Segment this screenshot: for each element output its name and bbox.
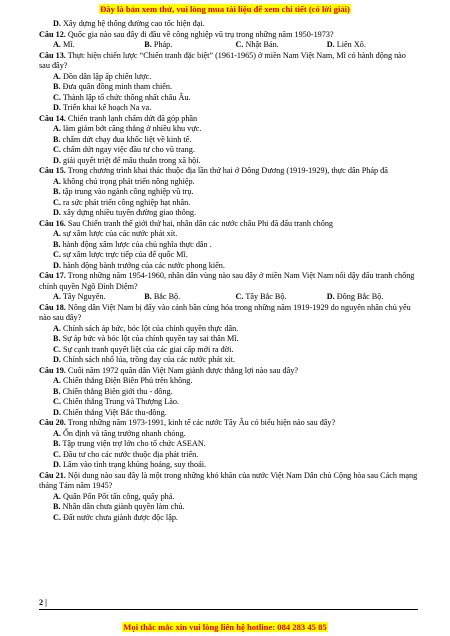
option-text: Đưa quân đồng minh tham chiến. — [60, 82, 173, 91]
answer-option — [39, 240, 418, 251]
answer-option — [39, 450, 418, 461]
question — [39, 471, 418, 492]
option-letter: B. — [53, 439, 61, 448]
option-text: hành động xâm lược của chủ nghĩa thực dân . — [60, 239, 212, 249]
option-letter: D. — [53, 460, 61, 469]
option-letter: C. — [53, 512, 61, 522]
option-letter: B. — [53, 187, 61, 196]
answer-option — [39, 408, 418, 419]
option-text: Đầu tư cho các nước thuộc địa phát triển. — [60, 449, 199, 459]
option-letter: A. — [53, 491, 61, 501]
option-letter: A. — [53, 229, 61, 238]
page-number: 2 | — [39, 598, 47, 607]
question-number: Câu 19. — [39, 365, 66, 375]
answer-option — [39, 208, 418, 219]
answer-option — [53, 40, 144, 51]
answer-option — [39, 334, 418, 345]
answer-option — [39, 513, 418, 524]
answer-option — [39, 145, 418, 156]
answer-option — [39, 502, 418, 513]
answer-option — [39, 93, 418, 104]
question — [39, 366, 418, 377]
option-text: Triển khai kế hoạch Na va. — [60, 103, 152, 112]
question-text: Chiến tranh lạnh chấm dứt đã góp phần — [65, 113, 198, 123]
question-number: Câu 18. — [39, 302, 66, 312]
option-row — [39, 292, 418, 303]
option-letter: C. — [53, 92, 61, 102]
option-text: Tây Nguyên. — [60, 292, 106, 301]
option-text: Thành lập tổ chức thống nhất châu Âu. — [60, 92, 191, 102]
option-text: Dồn dân lập ấp chiến lược. — [60, 71, 152, 81]
answer-option — [39, 103, 418, 114]
option-letter: A. — [53, 176, 61, 186]
option-letter: A. — [53, 71, 61, 81]
question — [39, 166, 418, 177]
answer-option — [39, 229, 418, 240]
option-letter: B. — [53, 134, 61, 144]
option-text: làm giảm bớt căng thẳng ở nhiều khu vực. — [60, 124, 202, 133]
answer-option — [39, 387, 418, 398]
option-letter: C. — [53, 344, 61, 354]
answer-option — [39, 177, 418, 188]
option-text: Sự áp bức và bóc lột của chính quyền tay sai thân Mĩ. — [60, 334, 239, 343]
answer-option — [39, 156, 418, 167]
answer-option — [236, 40, 327, 51]
hotline-banner: Mọi thắc mắc xin vui lòng liên hệ hotline: 084 283 45 85 — [123, 622, 327, 632]
option-text: chấm dứt ngay việc đầu tư cho vũ trang. — [60, 145, 195, 154]
option-letter: C. — [235, 40, 244, 49]
answer-option — [39, 429, 418, 440]
option-text: Đông Bắc Bộ. — [334, 292, 384, 301]
answer-option — [39, 355, 418, 366]
option-letter: D. — [53, 155, 61, 165]
option-text: sự xâm lược của các nước phát xít. — [60, 229, 178, 238]
question-text: Trong chương trình khai thác thuộc địa lần thứ hai ở Đông Dương (1919-1929), thực dân Pháp đã — [65, 166, 388, 175]
option-text: chấm dứt chạy đua khốc liệt về kinh tế. — [60, 134, 192, 144]
answer-option — [39, 324, 418, 335]
option-text: Ổn định và tăng trưởng nhanh chóng. — [60, 428, 186, 438]
option-text: xây dựng nhiều tuyến đường giao thông. — [60, 208, 197, 217]
answer-option — [327, 292, 418, 303]
question — [39, 30, 418, 41]
preview-notice-banner: Đây là bản xem thử, vui lòng mua tài liệu để xem chi tiết (có lời giải) — [100, 4, 350, 14]
answer-option — [39, 345, 418, 356]
option-text: giải quyết triệt để mâu thuẫn trong xã hội. — [60, 155, 201, 165]
question-number: Câu 14. — [39, 113, 66, 123]
option-letter: B. — [53, 239, 61, 249]
question-text: Nội dung nào sau đây là một trong những khó khăn của nước Việt Nam Dân chủ Cộng hòa sau Cách mạng tháng Tám năm 1945? — [39, 470, 418, 490]
option-text: Tây Bắc Bộ. — [243, 292, 287, 301]
question-text: Trong những năm 1954-1960, nhân dân vùng nào sau đây ở miền Nam Việt Nam nổi dậy đấu tranh chống chính quyền Ngô Đình Diệm? — [39, 271, 415, 291]
option-letter: B. — [144, 292, 152, 301]
option-letter: B. — [53, 502, 61, 511]
option-letter: C. — [235, 292, 244, 301]
option-letter: C. — [53, 397, 61, 406]
option-letter: D. — [326, 40, 335, 49]
option-letter: C. — [53, 250, 61, 259]
answer-option — [39, 397, 418, 408]
option-letter: B. — [144, 40, 152, 49]
option-text: Chiến thắng Trung và Thượng Lào. — [60, 397, 179, 406]
option-text: Quân Pốn Pốt tấn công, quấy phá. — [60, 491, 175, 501]
answer-option — [39, 135, 418, 146]
answer-option — [236, 292, 327, 303]
question-number: Câu 12. — [39, 29, 66, 39]
question-number: Câu 13. — [39, 50, 66, 60]
option-letter: A. — [53, 323, 61, 333]
option-text: Lâm vào tình trạng khủng hoảng, suy thoái. — [60, 460, 207, 469]
option-letter: B. — [53, 386, 61, 396]
answer-option — [39, 460, 418, 471]
option-text: Sự cạnh tranh quyết liệt của các giai cấp mới ra đời. — [60, 344, 234, 354]
option-text: Nhật Bản. — [243, 40, 279, 49]
question-text: Sau Chiến tranh thế giới thứ hai, nhân dân các nước châu Phi đã đấu tranh chống — [65, 218, 334, 228]
answer-option — [53, 292, 144, 303]
answer-option — [39, 250, 418, 261]
answer-option — [144, 40, 235, 51]
question-number: Câu 17. — [39, 271, 66, 280]
option-letter: A. — [53, 40, 61, 49]
question — [39, 114, 418, 125]
answer-option — [39, 198, 418, 209]
question-text: Quốc gia nào sau đây đi đầu về công nghiệp vũ trụ trong những năm 1950-1973? — [65, 29, 334, 39]
question-number: Câu 15. — [39, 166, 66, 175]
option-letter: C. — [53, 145, 61, 154]
question-number: Câu 16. — [39, 218, 66, 228]
option-text: Xây dựng hệ thống đường cao tốc hiện đại. — [60, 19, 205, 28]
answer-option — [39, 261, 418, 272]
option-letter: A. — [53, 292, 61, 301]
question-text: Nông dân Việt Nam bị đẩy vào cảnh bần cùng hóa trong những năm 1919-1929 do nguyên nhân chủ yếu nào sau đây? — [39, 302, 411, 322]
question — [39, 51, 418, 72]
option-text: ra sức phát triển công nghiệp hạt nhân. — [60, 197, 191, 207]
question — [39, 303, 418, 324]
option-text: hành động bành trướng của các nước phong kiến. — [60, 260, 225, 270]
answer-option — [39, 439, 418, 450]
option-letter: A. — [53, 428, 61, 438]
option-text: Mĩ. — [60, 40, 75, 49]
question-text: Thực hiện chiến lược “Chiến tranh đặc biệt” (1961-1965) ở miền Nam Việt Nam, Mĩ có hành động nào sau đây? — [39, 50, 406, 70]
option-letter: D. — [53, 208, 61, 217]
option-letter: D. — [326, 292, 335, 301]
option-letter: A. — [53, 124, 61, 133]
option-letter: D. — [53, 407, 61, 417]
question — [39, 418, 418, 429]
question-text: Cuối năm 1972 quân dân Việt Nam giành được thắng lợi nào sau đây? — [65, 365, 298, 375]
option-text: sự xâm lược trực tiếp của đế quốc Mĩ. — [60, 250, 188, 259]
question-number: Câu 20. — [39, 418, 66, 427]
option-text: Nhân dân chưa giành quyền làm chủ. — [60, 502, 185, 511]
answer-option — [39, 82, 418, 93]
answer-option — [39, 187, 418, 198]
answer-option — [39, 492, 418, 503]
option-letter: D. — [53, 19, 61, 28]
option-letter: D. — [53, 355, 61, 364]
option-letter: A. — [53, 376, 61, 385]
question-text: Trong những năm 1973-1991, kinh tế các nước Tây Âu có biểu hiện nào sau đây? — [65, 418, 336, 427]
question-list — [39, 19, 418, 523]
answer-option — [327, 40, 418, 51]
option-text: Pháp. — [151, 40, 173, 49]
option-letter: D. — [53, 260, 61, 270]
option-text: Bắc Bộ. — [151, 292, 181, 301]
option-text: Chính sách nhổ lúa, trồng đay của các nước phát xít. — [60, 355, 236, 364]
answer-option — [39, 124, 418, 135]
answer-option — [39, 72, 418, 83]
option-text: Đất nước chưa giành được độc lập. — [60, 512, 178, 522]
option-text: Chiến thắng Biên giới thu - đông. — [60, 386, 173, 396]
option-text: Chiến thắng Điện Biên Phủ trên không. — [60, 376, 193, 385]
option-letter: C. — [53, 197, 61, 207]
option-row — [39, 40, 418, 51]
option-text: Chính sách áp bức, bóc lột của chính quyền thực dân. — [60, 323, 239, 333]
option-text: Chiến thắng Việt Bắc thu-đông. — [60, 407, 167, 417]
answer-option — [39, 376, 418, 387]
option-text: Liên Xô. — [334, 40, 366, 49]
option-letter: B. — [53, 334, 61, 343]
option-letter: D. — [53, 103, 61, 112]
answer-option — [144, 292, 235, 303]
option-text: không chú trọng phát triển nông nghiệp. — [60, 176, 195, 186]
option-letter: B. — [53, 82, 61, 91]
footer-divider — [39, 609, 418, 610]
question — [39, 271, 418, 292]
question-number: Câu 21. — [39, 470, 66, 480]
answer-option — [39, 19, 418, 30]
option-letter: C. — [53, 449, 61, 459]
option-text: tập trung vào ngành công nghiệp vũ trụ. — [60, 187, 194, 196]
option-text: Tập trung viện trợ lớn cho tổ chức ASEAN. — [60, 439, 206, 448]
question — [39, 219, 418, 230]
